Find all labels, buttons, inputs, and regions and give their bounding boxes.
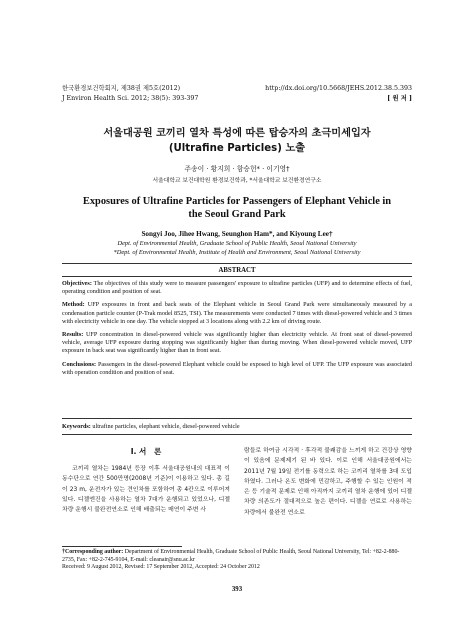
abstract-heading-rule [62,276,412,277]
article-type-label: [ 원 저 ] [387,94,412,102]
abstract-body [62,280,412,382]
abstract-bottom-rule [62,418,412,419]
conclusions-text: Passengers in the diesel-powered Elephant vehicle could be exposed to high level of UFP. The UFP exposure was associated with operation condition and position of seat. [62,360,413,376]
conclusions-label: Conclusions: [62,360,97,368]
method-text: UFP exposures in front and back seats of the Elephant vehicle in Seoul Grand Park were simultaneously measured by a condensation particle counter (P-Trak model 8525, TSI). The measurements were conducted 7 times with diesel-powered vehicle and 3 times with electricity vehicle in one day. The vehicle stopped at 3 locations along with 2.2 km of driving route. [62,301,412,325]
english-affiliation-line-2: *Dept. of Environmental Health, Institute of Health and Environment, Seoul National University [113,248,361,256]
body-text-right: 람들로 하여금 시각적 · 후각적 불쾌감을 느끼게 하고 건강상 영향이 있음에 문제제기 된 바 있다. 이로 인해 서울대공원에서는 2011년 7월 19일 전기를 동력으로 하는 코끼리 열차를 3대 도입하였다. 그러나 온도 변화에 민감하고, 주행할 수 있는 인원이 적은 등 기술적 문제로 인해 아직까지 코끼리 열차 운행에 있어 디젤차량 의존도가 절대적으로 높은 편이다. 디젤을 연료로 사용하는 차량에서 불완전 연소로 [244,448,412,516]
section-heading-introduction: I. 서 론 [130,447,162,456]
english-authors: Songyi Joo, Jihee Hwang, Seunghon Ham*, and Kiyoung Lee† [141,230,333,238]
footnote-rule [62,546,182,547]
keywords [62,423,412,431]
footnote [62,549,412,572]
results-label: Results: [62,331,84,339]
korean-title-line-1: 서울대공원 코끼리 열차 특성에 따른 탑승자의 초극미세입자 [103,128,371,139]
abstract-objectives [62,280,412,296]
journal-header-right [265,84,412,103]
keywords-text: ultrafine particles, elephant vehicle, diesel-powered vehicle [92,423,240,430]
objectives-text: The objectives of this study were to measure passengers' exposure to ultrafine particles (UFP) and to determine effects of fuel, operating condition and position of seat. [62,280,412,296]
korean-title [40,126,434,156]
keywords-bottom-rule [62,434,412,435]
manuscript-dates: Received: 9 August 2012, Revised: 17 September 2012, Accepted: 24 October 2012 [62,564,260,571]
korean-title-line-2: (Ultrafine Particles) 노출 [168,143,306,154]
abstract-heading: ABSTRACT [218,267,256,274]
abstract-top-rule [62,263,412,264]
body-column-left [62,446,230,515]
corresponding-author-text: Department of Environmental Health, Graduate School of Public Health, Seoul National University, Tel: +82-2-880-2735, Fax: +82-2-745-9104, E-mail: cleanair@snu.ac.kr [62,549,400,563]
english-affiliation [40,240,434,257]
corresponding-author [62,549,412,564]
english-title-line-2: the Seoul Grand Park [188,208,286,220]
results-text: UFP concentration in diesel-powered vehicle was significantly higher than electricity vehicle. At front seat of diesel-powered vehicle, average UFP exposure during stopping was significantly higher than during moving. When diesel-powered vehicle moved, UFP exposure in back seat was significantly higher than in front seat. [62,331,413,355]
abstract-method [62,301,412,326]
journal-name-korean: 한국환경보건학회지, 제38권 제5호(2012) [62,85,181,92]
journal-header-left [62,84,198,103]
corresponding-author-label: †Corresponding author: [62,549,124,555]
english-title [60,196,414,222]
english-title-line-1: Exposures of Ultrafine Particles for Passengers of Elephant Vehicle in [82,196,392,207]
abstract-results [62,331,412,356]
objectives-label: Objectives: [62,280,92,287]
english-affiliation-line-1: Dept. of Environmental Health, Graduate School of Public Health, Seoul National University [117,240,357,247]
korean-authors: 주송이 · 황지희 · 함승헌* · 이기영† [184,165,290,173]
body-text-left: 코끼리 열차는 1984년 등장 이후 서울대공원내의 대표적 이동수단으로 연간 500만명(2008년 기준)이 이용하고 있다. 총 길이 23 m, 운전자가 있는 견인차를 포함하여 총 4칸으로 이루어져 있다. 디젤엔진을 사용하는 열차 7대가 운행되고 있었으나, 디젤차량 운행시 불완전연소로 인해 배출되는 매연이 주변 사 [62,466,230,514]
korean-affiliation: 서울대학교 보건대학원 환경보건학과, *서울대학교 보건환경연구소 [152,178,322,184]
doi-link[interactable]: http://dx.doi.org/10.5668/JEHS.2012.38.5.393 [265,85,412,92]
abstract-conclusions [62,361,412,377]
journal-name-english: J Environ Health Sci. 2012; 38(5): 393-397 [62,94,199,102]
method-label: Method: [62,301,85,309]
body-column-right [244,446,412,518]
page-number: 393 [231,586,243,593]
keywords-label: Keywords: [62,423,91,430]
